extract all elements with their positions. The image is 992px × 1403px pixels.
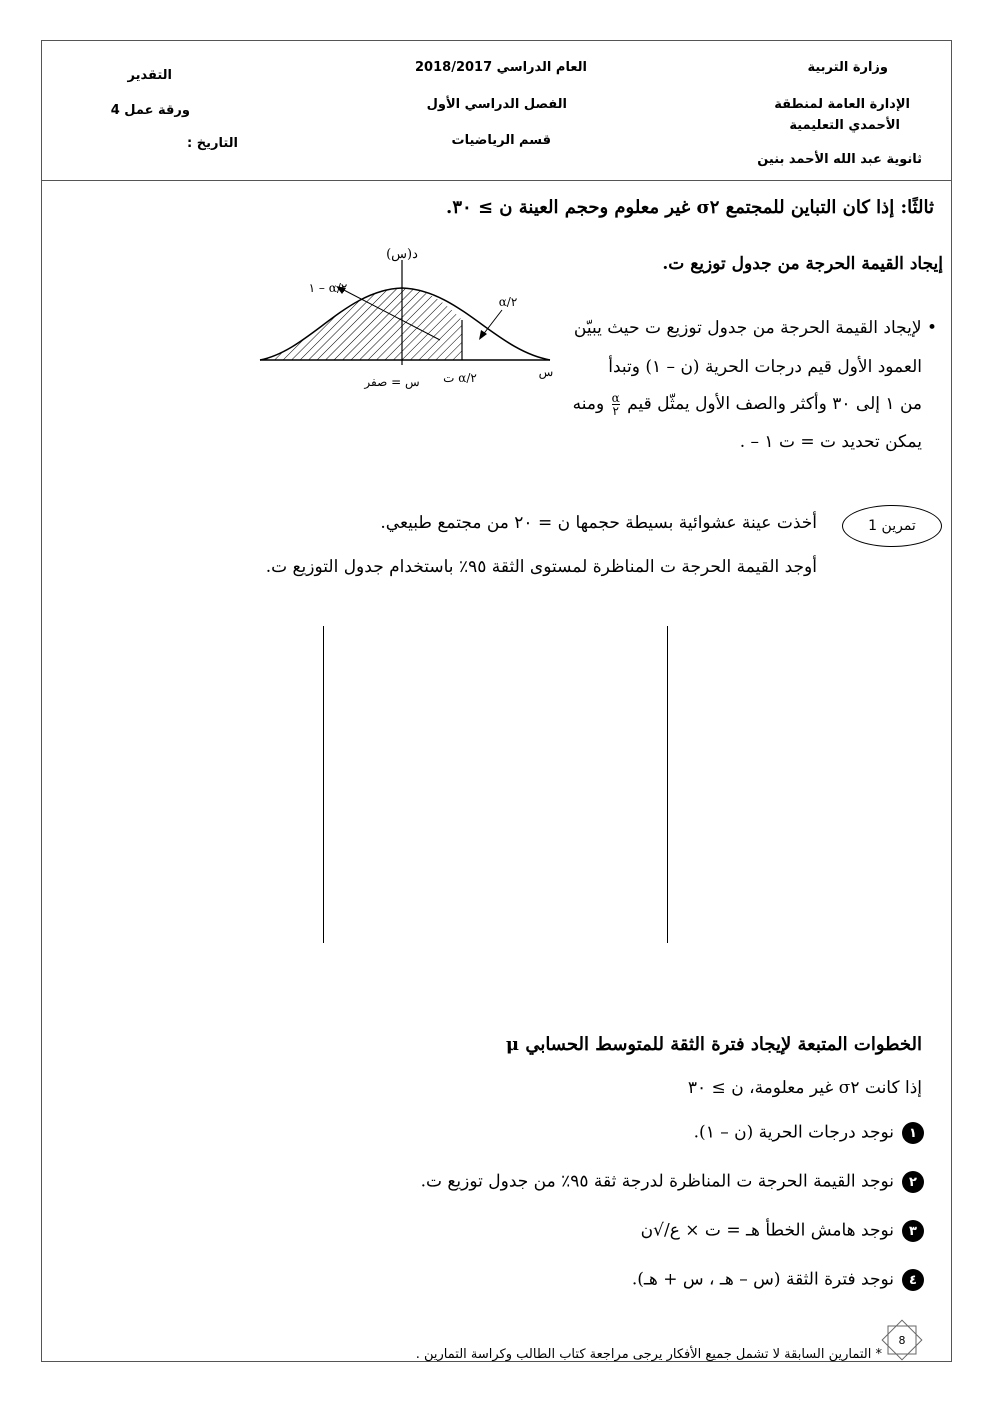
step-text-3: نوجد هامش الخطأ هـ = ت × ع/√ن: [640, 1220, 894, 1241]
bullet-line2: العمود الأول قيم درجات الحرية (ن – ١) وتبدأ: [608, 357, 922, 377]
t-label: ت α/٢: [443, 371, 477, 385]
step-text-2: نوجد القيمة الحرجة ت المناظرة لدرجة ثقة ٩٥٪ من جدول توزيع ت.: [420, 1171, 894, 1192]
footer-note: * التمارين السابقة لا تشمل جميع الأفكار يرجى مراجعة كتاب الطالب وكراسة التمارين .: [415, 1347, 882, 1362]
grade-label: التقدير: [127, 68, 172, 83]
step-item-3: [641, 1220, 924, 1242]
step-text-4: نوجد فترة الثقة (س – هـ ، س + هـ).: [631, 1269, 894, 1290]
bullet-dot: •: [921, 318, 937, 338]
frac-den: ٢: [612, 404, 619, 418]
exercise-badge: [842, 505, 942, 547]
y-axis-label: د(س): [386, 247, 418, 262]
x-axis-label: س: [538, 365, 554, 379]
step-number-1: ١: [902, 1122, 924, 1144]
left-area-label: ١ – α/٢: [308, 281, 348, 295]
ministry-label: وزارة التربية: [807, 60, 888, 75]
date-label: التاريخ :: [187, 136, 238, 151]
page-number: 8: [898, 1334, 906, 1347]
steps-title: الخطوات المتبعة لإيجاد فترة الثقة للمتوسط الحسابي μ: [505, 1034, 922, 1055]
exercise-line1: أخذت عينة عشوائية بسيطة حجمها ن = ٢٠ من مجتمع طبيعي.: [380, 513, 817, 533]
step-number-4: ٤: [902, 1269, 924, 1291]
step-number-3: ٣: [902, 1220, 924, 1242]
step-item-4: [632, 1269, 924, 1291]
step-text-1: نوجد درجات الحرية (ن – ١).: [693, 1122, 894, 1143]
step-item-1: [694, 1122, 924, 1144]
section-title: ثالثًا: إذا كان التباين للمجتمع σ٢ غير معلوم وحجم العينة ن ≥ ٣٠.: [446, 197, 934, 218]
answer-divider-left: [323, 626, 324, 943]
section-subtitle: إيجاد القيمة الحرجة من جدول توزيع ت.: [662, 254, 943, 274]
bullet-text3b: ومنه: [572, 394, 605, 414]
bullet-line1: [574, 318, 937, 338]
bullet-text3a: من ١ إلى ٣٠ وأكثر والصف الأول يمثّل قيم: [627, 394, 922, 414]
right-area-label: α/٢: [498, 295, 518, 309]
bullet-line4: يمكن تحديد ت = ت ١ – .: [739, 432, 922, 452]
page-number-badge: [880, 1318, 924, 1362]
step-number-2: ٢: [902, 1171, 924, 1193]
zero-label: س = صفر: [364, 375, 420, 389]
directorate-line1: الإدارة العامة لمنطقة: [774, 97, 910, 112]
alpha-over-two: [612, 392, 620, 417]
semester: الفصل الدراسي الأول: [426, 97, 567, 112]
step-item-2: [421, 1171, 924, 1193]
frac-num: α: [611, 391, 620, 405]
school-name: ثانوية عبد الله الأحمد بنين: [757, 152, 922, 167]
page-frame: [41, 40, 952, 1362]
exercise-badge-text: تمرين 1: [868, 518, 916, 534]
department: قسم الرياضيات: [451, 133, 551, 148]
directorate-line2: الأحمدي التعليمية: [789, 118, 900, 133]
worksheet-label: ورقة عمل 4: [110, 103, 190, 118]
header-separator: [41, 180, 952, 181]
answer-divider-right: [667, 626, 668, 943]
steps-condition: إذا كانت σ٢ غير معلومة، ن ≥ ٣٠: [687, 1078, 922, 1098]
exercise-line2: أوجد القيمة الحرجة ت المناظرة لمستوى الثقة ٩٥٪ باستخدام جدول التوزيع ت.: [265, 557, 817, 577]
academic-year: العام الدراسي 2018/2017: [415, 60, 587, 75]
t-distribution-graph: [250, 240, 560, 400]
bullet-text1: لإيجاد القيمة الحرجة من جدول توزيع ت حيث يبيّن: [573, 318, 922, 338]
bullet-line3: [573, 392, 922, 417]
